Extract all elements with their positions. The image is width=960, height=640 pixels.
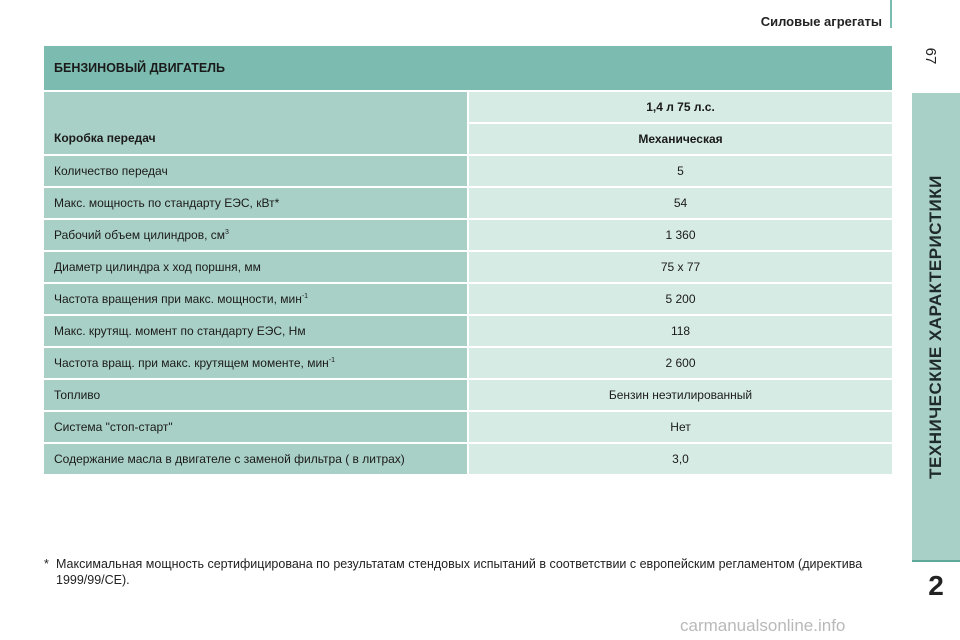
- gearbox-value: Механическая: [468, 123, 892, 155]
- section-title: Силовые агрегаты: [760, 14, 882, 29]
- gearbox-label: Коробка передач: [44, 91, 468, 155]
- spec-label-text: Количество передач: [54, 164, 168, 178]
- chapter-number: 2: [928, 570, 944, 601]
- header-divider: [890, 0, 892, 28]
- engine-variant: 1,4 л 75 л.с.: [468, 91, 892, 123]
- spec-label-text: Топливо: [54, 388, 101, 402]
- chapter-side-tab: [912, 93, 960, 560]
- spec-label: [44, 155, 468, 187]
- spec-rows: [44, 155, 892, 475]
- spec-value: 54: [468, 187, 892, 219]
- spec-label-text: Макс. крутящ. момент по стандарту ЕЭС, Нм: [54, 324, 306, 338]
- spec-label: [44, 251, 468, 283]
- table-title: БЕНЗИНОВЫЙ ДВИГАТЕЛЬ: [44, 46, 892, 91]
- spec-label-text: Содержание масла в двигателе с заменой фильтра ( в литрах): [54, 452, 405, 466]
- unit-superscript: -1: [328, 357, 336, 364]
- spec-label: [44, 379, 468, 411]
- table-row: [44, 315, 892, 347]
- chapter-title: ТЕХНИЧЕСКИЕ ХАРАКТЕРИСТИКИ: [926, 174, 945, 479]
- spec-value: Бензин неэтилированный: [468, 379, 892, 411]
- spec-label: [44, 443, 468, 475]
- spec-value: 118: [468, 315, 892, 347]
- table-row: [44, 155, 892, 187]
- engine-header-row: [44, 91, 892, 123]
- spec-label-text: Частота вращения при макс. мощности, мин: [54, 292, 302, 306]
- spec-value: 5: [468, 155, 892, 187]
- table-row: [44, 219, 892, 251]
- table-row: [44, 379, 892, 411]
- table-title-row: [44, 46, 892, 91]
- watermark: carmanualsonline.info: [680, 616, 846, 635]
- footnote-marker: *: [44, 557, 49, 571]
- table-row: [44, 187, 892, 219]
- table-row: [44, 251, 892, 283]
- spec-label-text: Система "стоп-старт": [54, 420, 173, 434]
- spec-label: [44, 283, 468, 315]
- footnote-text: Максимальная мощность сертифицирована по результатам стендовых испытаний в соответствии с европейским регламентом (директива 1999/99/CE).: [56, 557, 863, 587]
- spec-label: [44, 315, 468, 347]
- spec-label-text: Частота вращ. при макс. крутящем моменте, мин: [54, 356, 329, 370]
- table-row: [44, 283, 892, 315]
- spec-label: [44, 347, 468, 379]
- spec-label-text: Макс. мощность по стандарту ЕЭС, кВт*: [54, 196, 280, 210]
- spec-label: [44, 187, 468, 219]
- table-row: [44, 411, 892, 443]
- table-row: [44, 443, 892, 475]
- chapter-divider: [912, 560, 960, 562]
- spec-value: 5 200: [468, 283, 892, 315]
- spec-value: 3,0: [468, 443, 892, 475]
- unit-superscript: -1: [301, 293, 309, 300]
- spec-label: [44, 219, 468, 251]
- spec-value: 2 600: [468, 347, 892, 379]
- spec-value: Нет: [468, 411, 892, 443]
- spec-label-text: Диаметр цилиндра х ход поршня, мм: [54, 260, 261, 274]
- footnote: [44, 556, 874, 588]
- spec-value: 1 360: [468, 219, 892, 251]
- page-number: 67: [922, 47, 940, 65]
- unit-superscript: 3: [225, 229, 229, 236]
- spec-label-text: Рабочий объем цилиндров, см: [54, 228, 226, 242]
- engine-spec-table: [44, 46, 892, 476]
- spec-value: 75 x 77: [468, 251, 892, 283]
- spec-label: [44, 411, 468, 443]
- table-row: [44, 347, 892, 379]
